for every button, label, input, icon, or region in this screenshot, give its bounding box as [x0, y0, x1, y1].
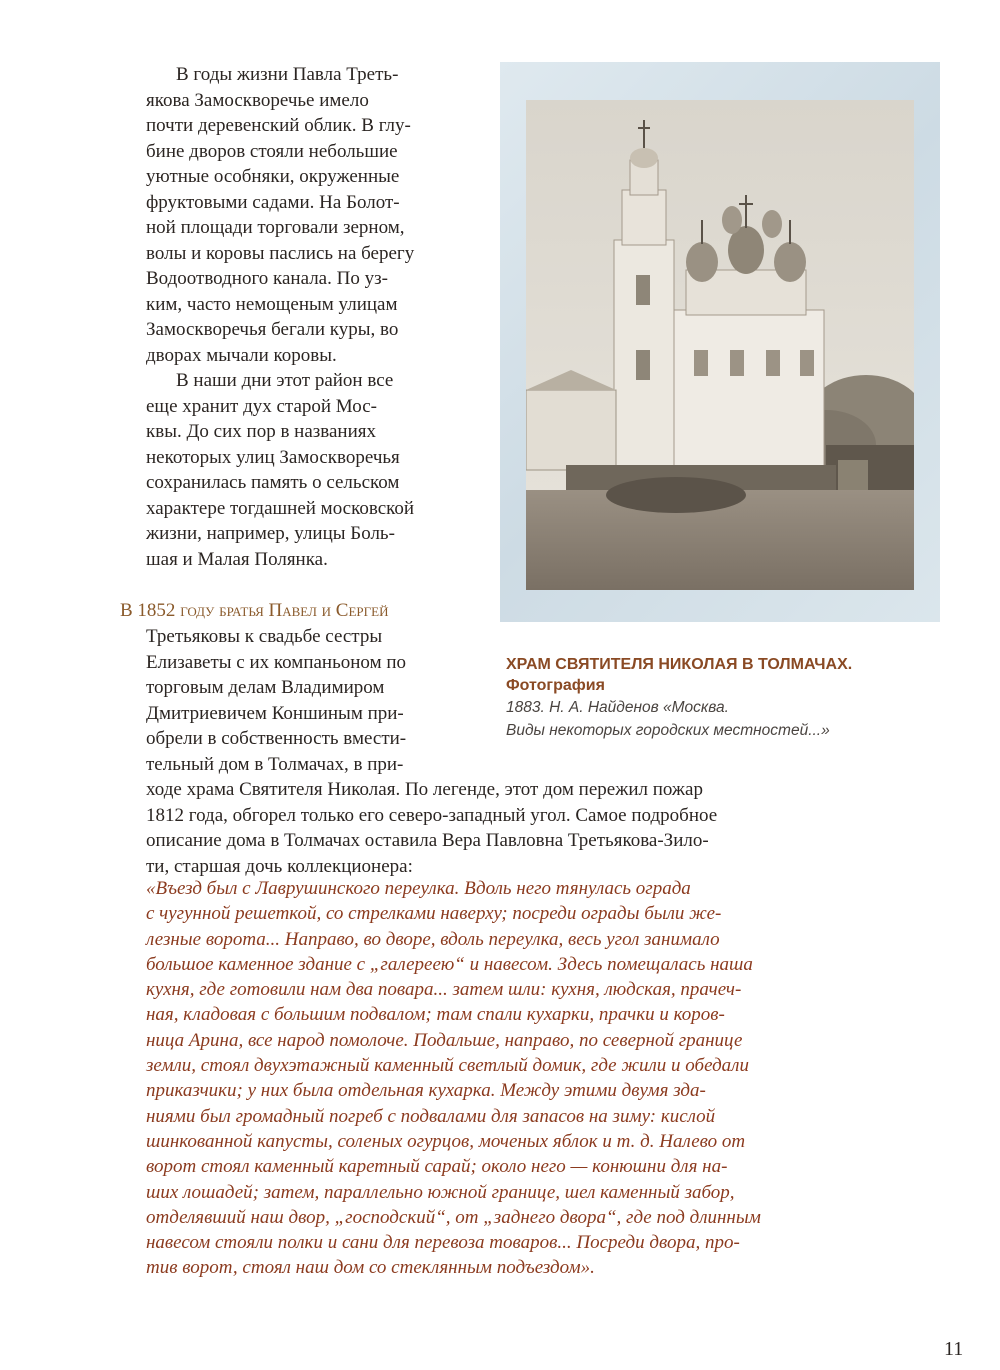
paragraph-1: В годы жизни Павла Треть- якова Замоскворечье имело почти деревенский облик. В глу- бине дворов стояли небольшие уютные особняки, окруженные фруктовыми садами. На Болот- ной площади торговали зерном, волы и коровы паслись на берегу Водоотводного канала. По уз- ким, часто немощеным улицам Замоскворечья бегали куры, во дворах мычали коровы. — [146, 64, 415, 366]
section-lead-year: В 1852 — [120, 600, 176, 621]
page-number: 11 — [944, 1338, 964, 1360]
photo-frame — [500, 62, 940, 622]
section-wide-text: ходе храма Святителя Николая. По легенде, этот дом пережил пожар 1812 года, обгорел только его северо-западный угол. Самое подробное описание дома в Толмачах оставила Вера Павловна Третьякова-Зило- ти, старшая дочь коллекционера: — [146, 779, 718, 877]
caption-subtitle: Фотография — [506, 677, 605, 694]
caption-title: ХРАМ СВЯТИТЕЛЯ НИКОЛАЯ В ТОЛМАЧАХ. — [506, 656, 853, 673]
section-lead-rest: году братья Павел и Сергей — [180, 600, 389, 621]
intro-text — [146, 62, 476, 572]
church-photograph — [526, 100, 914, 590]
caption-source-1: 1883. Н. А. Найденов «Москва. — [506, 699, 729, 716]
memoir-quote: «Въезд был с Лаврушинского переулка. Вдоль него тянулась ограда с чугунной решеткой, со стрелками наверху; посреди ограды были же- лезные ворота... Направо, во дворе, вдоль переулка, весь угол занимало большое каменное здание с „галереею“ и навесом. Здесь помещалась наша кухня, где готовили нам два повара... затем шли: кухня, людская, прачеч- ная, кладовая с большим подвалом; там спали кухарки, прачки и коров- ница Арина, все народ помолоче. Подальше, направо, по северной границе земли, стоял двухэтажный каменный светлый домик, где жили и обедали приказчики; у них была отдельная кухарка. Между этими двумя зда- ниями был громадный погреб с подвалами для запасов на зиму: кислой шинкованной капусты, соленых огурцов, моченых яблок и т. д. Налево от ворот стоял каменный каретный сарай; около него — конюшни для на- ших лошадей; затем, параллельно южной границе, шел каменный забор, отделявший наш двор, „господский“, от „заднего двора“, где под длинным навесом стояли полки и сани для перевоза товаров... Посреди двора, про- тив ворот, стоял наш дом со стеклянным подъездом». — [146, 878, 761, 1279]
section-lead — [120, 598, 500, 624]
paragraph-2: В наши дни этот район все еще хранит дух старой Мос- квы. До сих пор в названиях некоторых улиц Замоскворечья сохранилась память о сельском характере тогдашней московской жизни, например, улицы Боль- шая и Малая Полянка. — [146, 370, 415, 570]
section-narrow-text: Третьяковы к свадьбе сестры Елизаветы с их компаньоном по торговым делам Владимиром Дмитриевичем Коншиным при- обрели в собственность вмести- тельный дом в Толмачах, в при- — [146, 626, 407, 775]
photo-caption — [506, 654, 926, 742]
caption-source-2: Виды некоторых городских местностей...» — [506, 722, 830, 739]
church-illustration — [526, 100, 914, 590]
